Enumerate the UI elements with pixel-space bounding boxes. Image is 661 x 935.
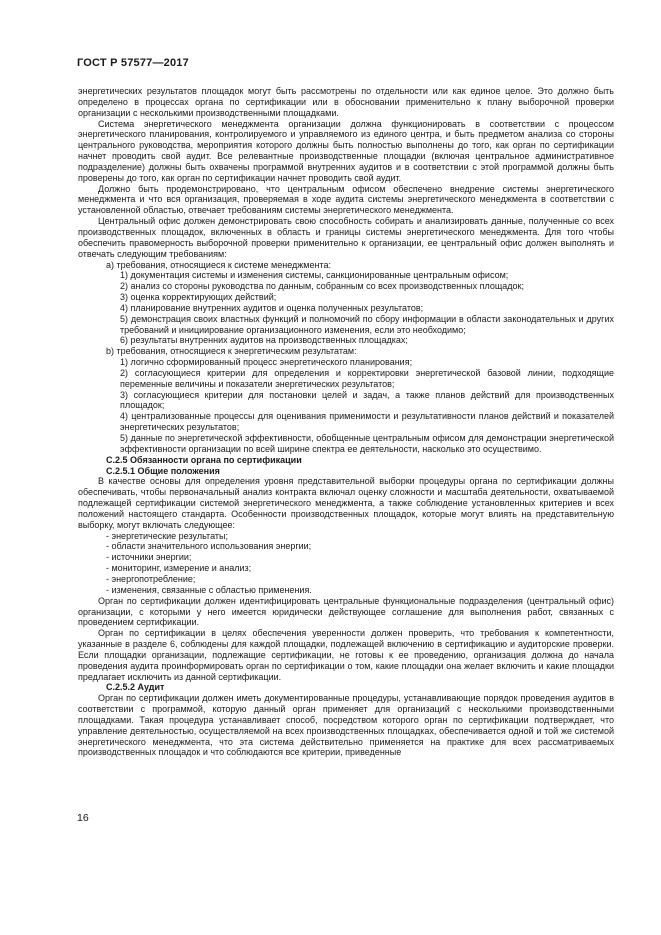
- list-item: 4) планирование внутренних аудитов и оценка полученных результатов;: [120, 302, 424, 313]
- paragraph: Орган по сертификации должен иметь документированные процедуры, устанавливающие порядок проведения аудитов в соответствии с программой, которую данный орган применяет для организаций с несколькими производственными площадками. Такая процедура устанавливает способ, посредством которого орган по сертификации подтверждает, что управление деятельностью, осуществляемой на всех производственных площадках, обеспечивается одной и той же системой энергетического менеджмента, что эта система действительно применяется на практике для всех рассматриваемых производственных площадок и что соблюдаются все критерии, приведенные: [78, 693, 614, 758]
- list-item: 1) документация системы и изменения системы, санкционированные центральным офисом;: [120, 270, 509, 281]
- paragraph: Центральный офис должен демонстрировать свою способность собирать и анализировать данные, полученные со всех производственных площадок, включенных в область и границы системы энергетического менеджмента. Для того чтобы обеспечить правомерность выборочной проверки применительно к организации, ее центральный офис должен выполнять и отвечать следующим требованиям:: [78, 216, 614, 259]
- list-item: 2) анализ со стороны руководства по данным, собранным со всех производственных площадок;: [120, 281, 524, 292]
- dash-item: - энергопотребление;: [106, 573, 196, 584]
- list-heading-a: а) требования, относящиеся к системе менеджмента:: [106, 259, 331, 270]
- dash-item: - источники энергии;: [106, 552, 192, 563]
- list-heading-b: b) требования, относящиеся к энергетическим результатам:: [106, 346, 357, 357]
- list-item: 6) результаты внутренних аудитов на производственных площадках;: [120, 335, 408, 346]
- list-item: 3) согласующиеся критерии для постановки целей и задач, а также планов действий для производственных площадок;: [120, 389, 614, 411]
- dash-item: - области значительного использования энергии;: [106, 541, 312, 552]
- list-item: 1) логично сформированный процесс энергетического планирования;: [120, 357, 413, 368]
- list-item: 5) демонстрация своих властных функций и полномочий по сбору информации в области законодательных и других требований и инициирование организационного изменения, если это необходимо;: [120, 313, 614, 335]
- paragraph: энергетических результатов площадок могут быть рассмотрены по отдельности или как единое целое. Это должно быть определено в процессах органа по сертификации или в обосновании применительно к плану выборочной проверки организации с несколькими производственными площадками.: [78, 86, 614, 118]
- list-item: 4) централизованные процессы для оценивания применимости и результативности планов действий и показателей энергетических результатов;: [120, 411, 614, 433]
- list-item: 5) данные по энергетической эффективности, обобщенные центральным офисом для демонстрации энергетической эффективности организации по всей ширине спектра ее деятельности, насколько это осуществимо.: [120, 433, 614, 454]
- section-heading: С.2.5.2 Аудит: [106, 682, 165, 693]
- paragraph: Должно быть продемонстрировано, что центральным офисом обеспечено внедрение системы энергетического менеджмента и что вся организация, проверяемая в ходе аудита системы энергетического менеджмента в соответствии с установленной областью, отвечает требованиям системы энергетического менеджмента.: [78, 183, 614, 216]
- dash-item: - энергетические результаты;: [106, 530, 228, 541]
- document-body: [78, 86, 614, 758]
- page-number: 16: [77, 812, 89, 824]
- paragraph: Система энергетического менеджмента организации должна функционировать в соответствии с процессом энергетического планирования, контролируемого и управляемого из единого центра, и быть предметом анализа со стороны центрального руководства, мероприятия которого должны быть полностью выполнены до того, как орган по сертификации начнет проводить свой аудит. Все релевантные производственные площадки (включая центральное административное подразделение) должны быть охвачены программой внутренних аудитов и в соответствии с этой программой должны быть проверены до того, как орган по сертификации начнет проводить свой аудит.: [78, 118, 614, 183]
- paragraph: Орган по сертификации в целях обеспечения уверенности должен проверить, что требования к компетентности, указанные в разделе 6, соблюдены для каждой площадки, подлежащей включению в сертификацию и аудиторские проверки. Если площадки организации, подлежащие сертификации, не готовы к ее проведению, организация должна до начала проведения аудита проинформировать орган по сертификации о том, какие площадки она желает включить и какие площадки предлагает исключить из данной сертификации.: [78, 628, 614, 682]
- dash-item: - мониторинг, измерение и анализ;: [106, 563, 252, 574]
- list-item: 3) оценка корректирующих действий;: [120, 292, 277, 303]
- section-heading: С.2.5 Обязанности органа по сертификации: [106, 454, 302, 465]
- section-heading: С.2.5.1 Общие положения: [106, 465, 220, 476]
- document-header: ГОСТ Р 57577—2017: [77, 57, 189, 69]
- dash-item: - изменения, связанные с областью применения.: [106, 584, 312, 595]
- paragraph: В качестве основы для определения уровня представительной выборки процедуры органа по сертификации должны обеспечивать, чтобы первоначальный анализ контракта включал оценку сложности и масштаба деятельности, охватываемой подлежащей сертификации системой энергетического менеджмента, а также соблюдение установленных критериев и всех положений настоящего стандарта. Особенности производственных площадок, которые могут влиять на представительную выборку, могут включать следующее:: [78, 476, 614, 530]
- paragraph: Орган по сертификации должен идентифицировать центральные функциональные подразделения (центральный офис) организации, с которыми у него имеется юридически действующее соглашение для выполнения работ, связанных с проведением сертификации.: [78, 595, 614, 628]
- list-item: 2) согласующиеся критерии для определения и корректировки энергетической базовой линии, подходящие переменные величины и показатели энергетических результатов;: [120, 367, 614, 389]
